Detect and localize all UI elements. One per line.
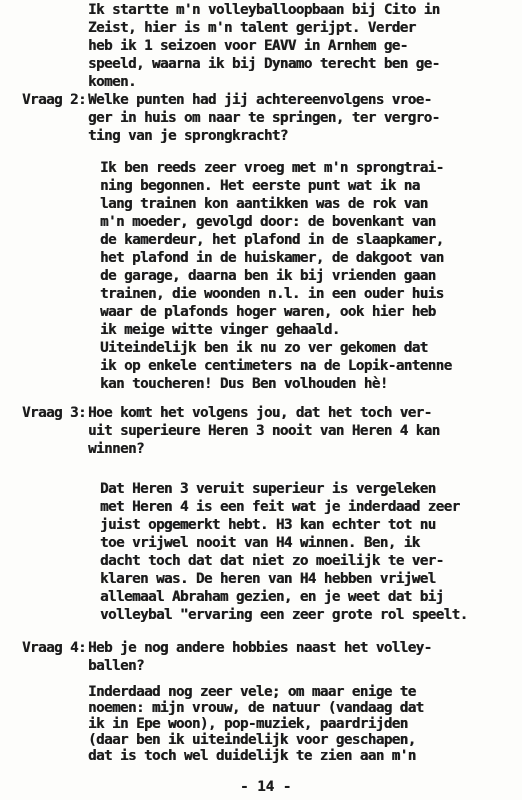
answer-text: ik in Epe woon), pop-muziek, paardrijden bbox=[88, 716, 408, 732]
question-text: ballen? bbox=[88, 658, 144, 674]
question-text: winnen? bbox=[88, 441, 144, 457]
question-text: uit superieure Heren 3 nooit van Heren 4 kan bbox=[88, 423, 440, 439]
question-text: ger in huis om naar te springen, ter vergro- bbox=[88, 110, 440, 126]
answer-text: volleybal "ervaring een zeer grote rol speelt. bbox=[100, 607, 468, 623]
answer-text: kan toucheren! Dus Ben volhouden hè! bbox=[100, 376, 388, 392]
answer-text: noemen: mijn vrouw, de natuur (vandaag dat bbox=[88, 700, 424, 716]
answer-text: ik op enkele centimeters na de Lopik-antenne bbox=[100, 358, 452, 374]
answer-text: dat is toch wel duidelijk te zien aan m'n bbox=[88, 748, 416, 764]
answer-text: Ik ben reeds zeer vroeg met m'n sprongtrai- bbox=[100, 160, 444, 176]
answer-text: allemaal Abraham gezien, en je weet dat bij bbox=[100, 589, 444, 605]
page-number: - 14 - bbox=[240, 779, 292, 795]
answer-text: de kamerdeur, het plafond in de slaapkamer, bbox=[100, 232, 444, 248]
answer-text: met Heren 4 is een feit wat je inderdaad zeer bbox=[100, 499, 460, 515]
question-text: Hoe komt het volgens jou, dat het toch ver- bbox=[88, 405, 432, 421]
answer-text: m'n moeder, gevolgd door: de bovenkant van bbox=[100, 214, 436, 230]
question-text: ting van je sprongkracht? bbox=[88, 128, 288, 144]
answer-text: de garage, daarna ben ik bij vrienden gaan bbox=[100, 268, 436, 284]
question-label: Vraag 2: bbox=[22, 92, 86, 108]
answer-text: Dat Heren 3 veruit superieur is vergeleken bbox=[100, 481, 436, 497]
text-line: Zeist, hier is m'n talent gerijpt. Verder bbox=[88, 20, 416, 36]
answer-text: lang trainen kon aantikken was de rok van bbox=[100, 196, 428, 212]
question-text: Welke punten had jij achtereenvolgens vroe- bbox=[88, 92, 432, 108]
answer-text: ning begonnen. Het eerste punt wat ik na bbox=[100, 178, 420, 194]
text-line: speeld, waarna ik bij Dynamo terecht ben ge- bbox=[88, 56, 440, 72]
answer-text: trainen, die woonden n.l. in een ouder huis bbox=[100, 286, 444, 302]
answer-text: juist opgemerkt hebt. H3 kan echter tot nu bbox=[100, 517, 436, 533]
answer-text: dacht toch dat dat niet zo moeilijk te ver- bbox=[100, 553, 444, 569]
answer-text: Uiteindelijk ben ik nu zo ver gekomen dat bbox=[100, 340, 428, 356]
answer-text: het plafond in de huiskamer, de dakgoot van bbox=[100, 250, 444, 266]
answer-text: (daar ben ik uiteindelijk voor geschapen, bbox=[88, 732, 416, 748]
question-text: Heb je nog andere hobbies naast het volley- bbox=[88, 640, 432, 656]
text-line: Ik startte m'n volleyballoopbaan bij Cito in bbox=[88, 2, 440, 18]
answer-text: ik meige witte vinger gehaald. bbox=[100, 322, 340, 338]
answer-text: toe vrijwel nooit van H4 winnen. Ben, ik bbox=[100, 535, 420, 551]
answer-text: waar de plafonds hoger waren, ook hier heb bbox=[100, 304, 436, 320]
text-line: komen. bbox=[88, 74, 136, 90]
text-line: heb ik 1 seizoen voor EAVV in Arnhem ge- bbox=[88, 38, 408, 54]
answer-text: Inderdaad nog zeer vele; om maar enige te bbox=[88, 684, 416, 700]
question-label: Vraag 4: bbox=[22, 640, 86, 656]
answer-text: klaren was. De heren van H4 hebben vrijwel bbox=[100, 571, 436, 587]
question-label: Vraag 3: bbox=[22, 405, 86, 421]
